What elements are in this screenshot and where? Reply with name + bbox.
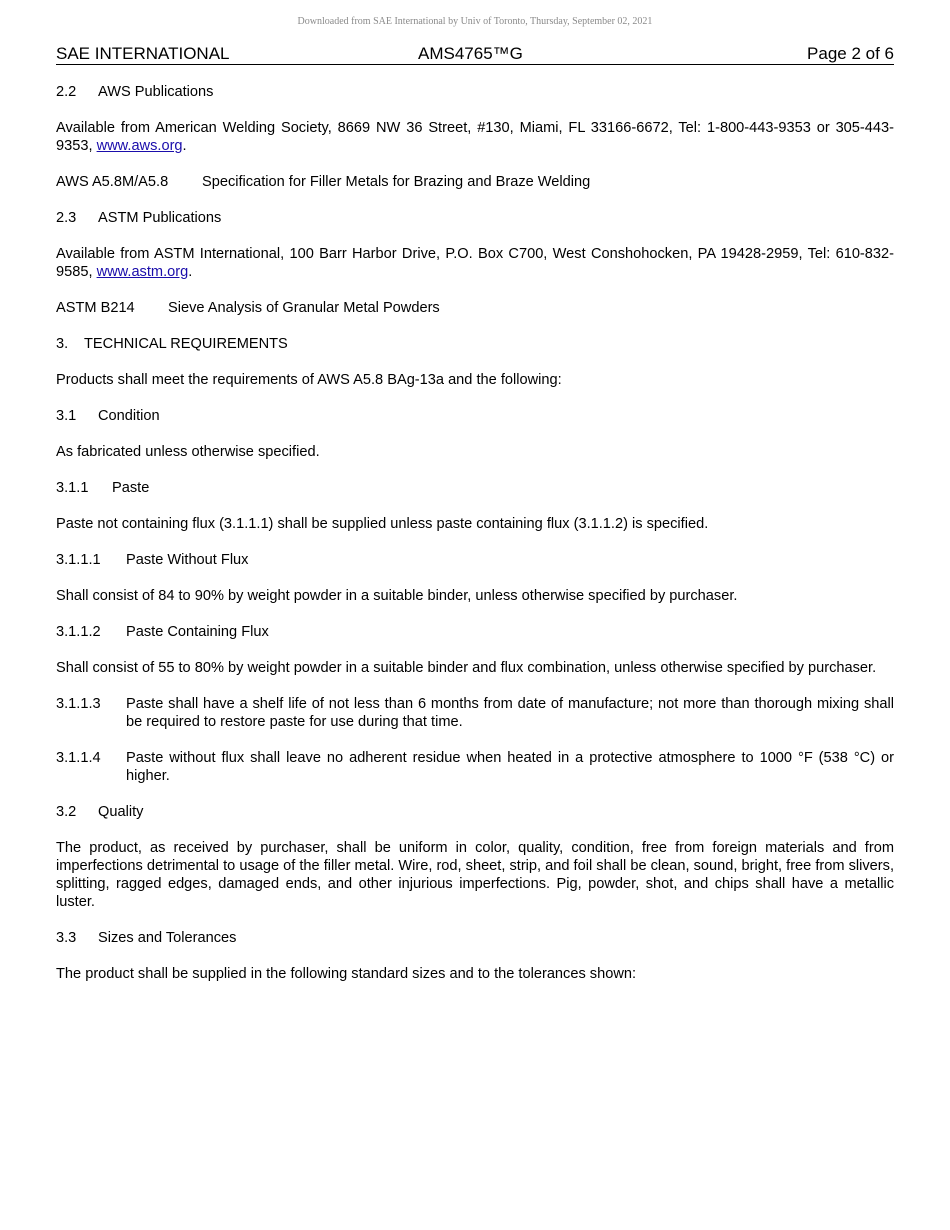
section-3-1-heading: [56, 407, 894, 425]
section-number: 3.1: [56, 408, 77, 424]
reference-code: ASTM B214: [56, 300, 135, 316]
astm-reference: [56, 299, 894, 317]
section-3-1-1-heading: [56, 479, 894, 497]
section-title: Paste Without Flux: [126, 552, 249, 568]
section-3-1-1-2-heading: [56, 623, 894, 641]
astm-link[interactable]: www.astm.org: [96, 264, 189, 280]
section-3-1-1-1-text: Shall consist of 84 to 90% by weight powder in a suitable binder, unless otherwise specified by purchaser.: [56, 588, 738, 604]
aws-reference: [56, 173, 894, 191]
section-title: Condition: [98, 408, 160, 424]
section-3-heading: [56, 335, 894, 353]
section-3-1-1-1-heading: [56, 551, 894, 569]
section-title: Paste: [112, 480, 150, 496]
section-3-1-text: As fabricated unless otherwise specified.: [56, 444, 320, 460]
aws-availability: Available from American Welding Society, 8669 NW 36 Street, #130, Miami, FL 33166-6672, Tel: 1-800-443-9353 or 305-443-9353, www.aws.org.: [56, 120, 894, 154]
astm-availability-text: Available from ASTM International, 100 Barr Harbor Drive, P.O. Box C700, West Conshohocken, PA 19428-2959, Tel: 610-832-9585,: [56, 246, 894, 280]
section-3-1-1-2-text: Shall consist of 55 to 80% by weight powder in a suitable binder and flux combination, unless otherwise specified by purchaser.: [56, 660, 877, 676]
section-3-1-1-4: [56, 749, 894, 785]
section-title: Sizes and Tolerances: [98, 930, 237, 946]
section-title: AWS Publications: [98, 84, 214, 100]
section-2-2-heading: [56, 83, 894, 101]
aws-availability-text: Available from American Welding Society, 8669 NW 36 Street, #130, Miami, FL 33166-6672, Tel: 1-800-443-9353 or 305-443-9353,: [56, 120, 894, 154]
page-header: [56, 44, 894, 65]
section-3-1-1-3: [56, 695, 894, 731]
header-doc-number: AMS4765™G: [418, 44, 523, 63]
section-number: 3.1.1: [56, 480, 89, 496]
section-title: TECHNICAL REQUIREMENTS: [84, 336, 288, 352]
section-3-2-text: The product, as received by purchaser, shall be uniform in color, quality, condition, free from foreign materials and from imperfections detrimental to usage of the filler metal. Wire, rod, sheet, strip, and foil shall be clean, sound, bright, free from slivers, splitting, ragged edges, damaged ends, and other injurious imperfections. Pig, powder, shot, and chips shall have a metallic luster.: [56, 840, 894, 910]
reference-code: AWS A5.8M/A5.8: [56, 174, 169, 190]
section-number: 3.1.1.1: [56, 552, 101, 568]
header-org: SAE INTERNATIONAL: [56, 44, 230, 63]
section-number: 3.1.1.3: [56, 696, 101, 712]
section-number: 3.3: [56, 930, 77, 946]
header-page-number: Page 2 of 6: [807, 44, 894, 63]
section-3-text: Products shall meet the requirements of AWS A5.8 BAg-13a and the following:: [56, 372, 562, 388]
section-title: ASTM Publications: [98, 210, 222, 226]
download-note: Downloaded from SAE International by Univ of Toronto, Thursday, September 02, 2021: [297, 16, 653, 27]
section-3-3-heading: [56, 929, 894, 947]
section-number: 3.2: [56, 804, 77, 820]
section-text: Paste shall have a shelf life of not less than 6 months from date of manufacture; not more than thorough mixing shall be required to restore paste for use during that time.: [126, 696, 894, 730]
aws-link[interactable]: www.aws.org: [96, 138, 183, 154]
section-number: 3.1.1.4: [56, 750, 101, 766]
section-number: 3.1.1.2: [56, 624, 101, 640]
section-3-1-1-text: Paste not containing flux (3.1.1.1) shall be supplied unless paste containing flux (3.1.1.2) is specified.: [56, 516, 709, 532]
document-body: [56, 83, 894, 1001]
reference-title: Specification for Filler Metals for Brazing and Braze Welding: [202, 174, 591, 190]
reference-title: Sieve Analysis of Granular Metal Powders: [168, 300, 440, 316]
section-number: 2.2: [56, 84, 77, 100]
section-number: 3.: [56, 336, 69, 352]
section-title: Paste Containing Flux: [126, 624, 269, 640]
section-text: Paste without flux shall leave no adherent residue when heated in a protective atmosphere to 1000 °F (538 °C) or higher.: [126, 750, 894, 784]
section-number: 2.3: [56, 210, 77, 226]
section-3-2-heading: [56, 803, 894, 821]
astm-availability: Available from ASTM International, 100 Barr Harbor Drive, P.O. Box C700, West Conshohocken, PA 19428-2959, Tel: 610-832-9585, www.astm.org.: [56, 246, 894, 280]
section-title: Quality: [98, 804, 144, 820]
section-2-3-heading: [56, 209, 894, 227]
section-3-3-text: The product shall be supplied in the following standard sizes and to the tolerances shown:: [56, 966, 637, 982]
